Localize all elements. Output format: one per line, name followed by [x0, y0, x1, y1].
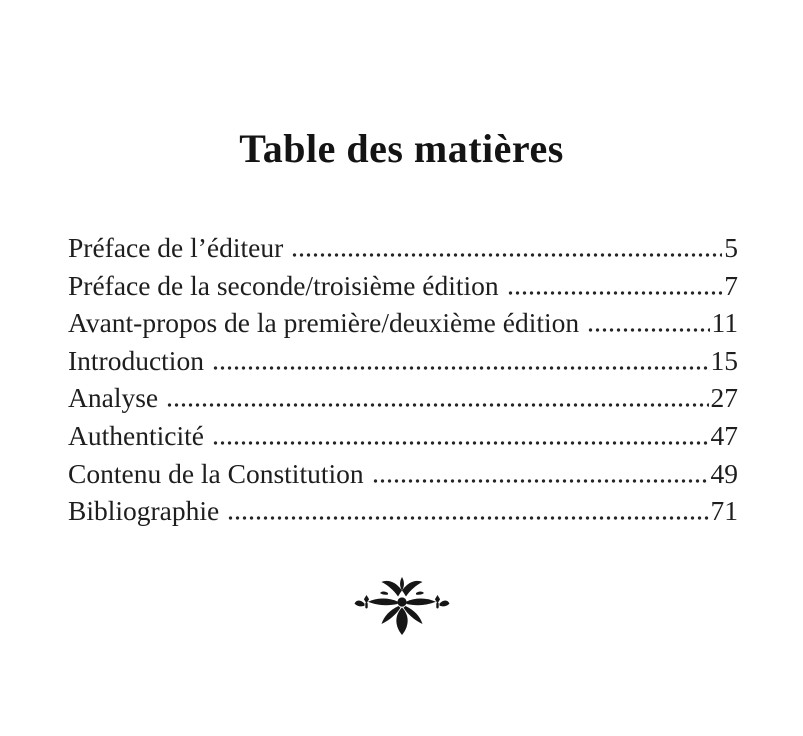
toc-entry — [68, 342, 738, 380]
dot-leader — [291, 253, 722, 257]
toc-entry — [68, 492, 738, 530]
toc-entry-label: Préface de la seconde/troisième édition — [68, 269, 499, 301]
toc-entry — [68, 304, 738, 342]
toc-entry — [68, 455, 738, 493]
toc-entry — [68, 229, 738, 267]
toc-entry-page: 5 — [724, 232, 738, 263]
toc-entry-page: 71 — [710, 495, 738, 527]
toc-entry-label: Préface de l’éditeur — [68, 232, 284, 263]
toc-entry-label: Contenu de la Constitution — [68, 457, 364, 489]
dot-leader — [166, 403, 708, 407]
toc-entry — [68, 417, 738, 455]
page-title: Table des matières — [239, 126, 564, 171]
toc-entry — [68, 267, 738, 305]
toc-entry — [68, 379, 738, 417]
toc-entry-label: Analyse — [68, 382, 159, 414]
toc-list — [68, 229, 738, 530]
dot-leader — [212, 441, 709, 445]
fleuron-ornament — [0, 576, 803, 641]
toc-entry-label: Bibliographie — [68, 495, 220, 527]
toc-entry-page: 11 — [711, 307, 738, 339]
toc-entry-label: Authenticité — [68, 419, 204, 451]
toc-entry-label: Introduction — [68, 344, 204, 376]
dot-leader — [212, 366, 709, 370]
dot-leader — [507, 291, 723, 295]
fleuron-icon — [354, 623, 450, 640]
toc-entry-label: Avant-propos de la première/deuxième édition — [68, 307, 580, 339]
toc-entry-page: 47 — [710, 419, 738, 451]
toc-entry-page: 7 — [724, 269, 738, 301]
toc-entry-page: 15 — [710, 344, 738, 376]
dot-leader — [372, 479, 709, 483]
dot-leader — [227, 516, 708, 520]
toc-entry-page: 49 — [710, 457, 738, 489]
toc-entry-page: 27 — [710, 382, 738, 414]
dot-leader — [587, 328, 709, 332]
